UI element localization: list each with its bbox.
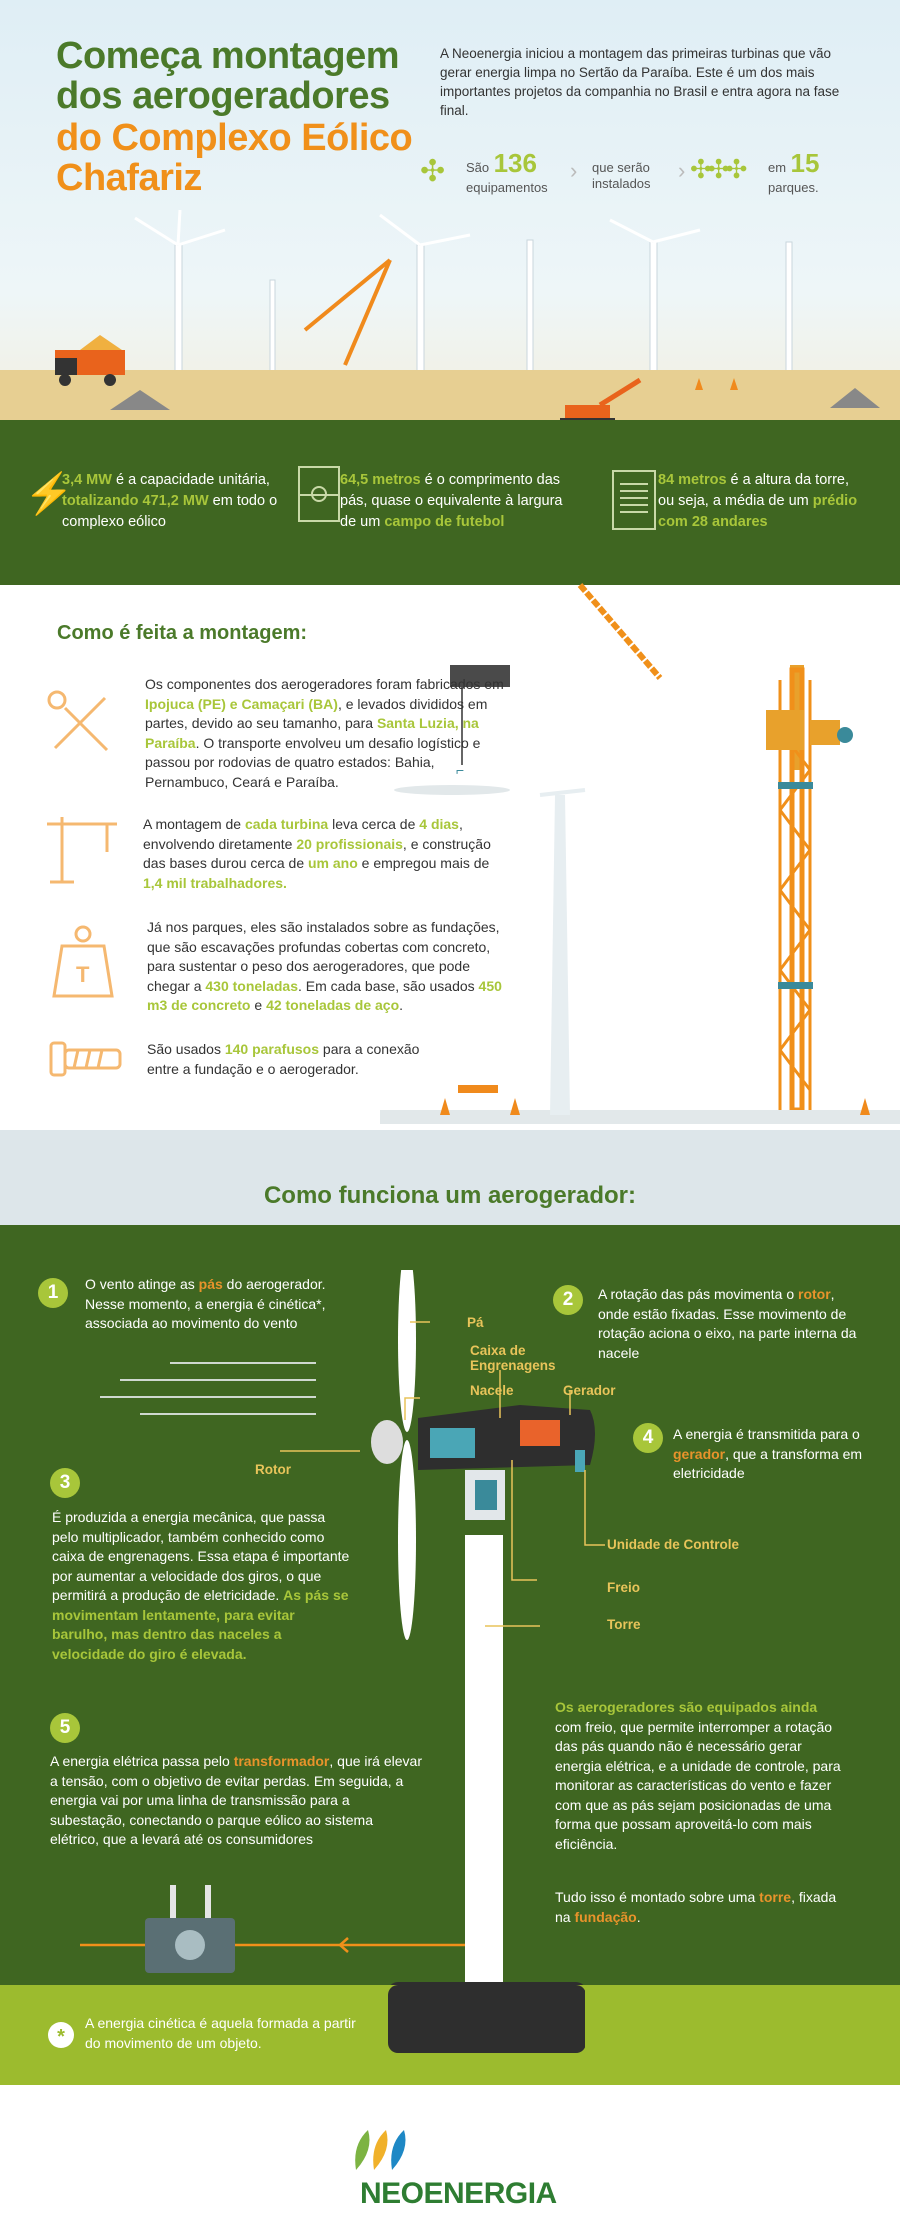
label-tower: Torre [607, 1617, 641, 1632]
footnote-text: A energia cinética é aquela formada a partir do movimento de um objeto. [85, 2015, 356, 2051]
crane-icon [42, 812, 122, 884]
figure-tower-height: 84 metros é a altura da torre, ou seja, a média de um prédio com 28 andares [658, 472, 858, 530]
step3-text: É produzida a energia mecânica, que passa pelo multiplicador, também conhecido como caixa de engrenagens. Essa etapa é importante por aumentar a velocidade dos giros, o que permitirá a produção de eletricidade. As pás se movimentam lentamente, para evitar barulho, mas dentro das naceles a velocidade do giro é elevada. [52, 1509, 350, 1662]
building-icon [612, 470, 656, 530]
label-nacelle: Nacele [470, 1383, 514, 1398]
step-number-2: 2 [553, 1285, 583, 1315]
tower-foundation-text: Tudo isso é montado sobre uma torre, fixada na fundação. [555, 1889, 837, 1925]
step2-text: A rotação das pás movimenta o rotor, onde estão fixadas. Esse movimento de rotação aciona o eixo, na parte interna da nacele [598, 1286, 857, 1361]
neoenergia-logo-text: NEOENERGIA [360, 2177, 557, 2210]
step-number-1: 1 [38, 1278, 68, 1308]
footer-logo-area [0, 2085, 900, 2235]
how-it-works-header [0, 1130, 900, 1225]
foundation-block [375, 1985, 585, 2055]
weight-icon [50, 924, 116, 1000]
stats-row [420, 148, 870, 198]
brake-control-text: Os aerogeradores são equipados ainda com freio, que permite interromper a rotação das pás quando não é necessário gerar energia elétrica, e a unidade de controle, para monitorar as características do vento e fazer com que as pás sejam posicionadas de uma forma que possam aproveitá-lo com mais eficiência. [555, 1699, 841, 1852]
lightning-icon: ⚡ [24, 472, 74, 516]
bolt-icon [48, 1040, 126, 1078]
stat-instalados: que serão instalados [592, 160, 651, 191]
label-generator: Gerador [563, 1383, 616, 1398]
football-field-icon [298, 466, 340, 522]
step-number-5: 5 [50, 1713, 80, 1743]
assembly-transport-text: Os componentes dos aerogeradores foram fabricados em Ipojuca (PE) e Camaçari (BA), e levados divididos em partes, devido ao seu tamanho, para Santa Luzia, na Paraíba. O transporte envolveu um desafio logístico e passou por rodovias de quatro estados: Bahia, Pernambuco, Ceará e Paraíba. [145, 676, 504, 790]
label-gearbox: Caixa de Engrenagens [470, 1343, 556, 1373]
main-title-line2: do Complexo Eólico Chafariz [56, 117, 413, 199]
figure-blade-length: 64,5 metros é o comprimento das pás, quase o equivalente à largura de um campo de futebol [340, 472, 563, 530]
hero-section [0, 0, 900, 420]
neoenergia-logo-icon [348, 2125, 418, 2175]
assembly-bolts-text: São usados 140 parafusos para a conexão entre a fundação e o aerogerador. [147, 1041, 420, 1077]
stat-parques: em 15 parques. [768, 148, 820, 195]
asterisk-icon: * [48, 2022, 74, 2048]
step1-text: O vento atinge as pás do aerogerador. Nesse momento, a energia é cinética*, associada ao movimento do vento [85, 1276, 326, 1331]
how-it-works-title: Como funciona um aerogerador: [263, 1182, 637, 1209]
assembly-duration-text: A montagem de cada turbina leva cerca de 4 dias, envolvendo diretamente 20 profissionais, e construção das bases durou cerca de um ano e empregou mais de 1,4 mil trabalhadores. [143, 816, 491, 891]
step4-text: A energia é transmitida para o gerador, que a transforma em eletricidade [673, 1426, 863, 1481]
chevron-right-icon: › [570, 158, 578, 183]
chevron-right-icon: › [678, 158, 686, 183]
assembly-title: Como é feita a montagem: [57, 622, 308, 644]
step-number-3: 3 [50, 1468, 80, 1498]
svg-text:⌐: ⌐ [456, 762, 465, 778]
label-blade: Pá [467, 1315, 484, 1330]
turbines-group-icon: ✣✣✣ [690, 154, 744, 184]
assembly-foundation-text: Já nos parques, eles são instalados sobre as fundações, que são escavações profundas cobertas com concreto, para sustentar o peso dos aerogeradores, que pode chegar a 430 toneladas. Em cada base, são usados 450 m3 de concreto e 42 toneladas de aço. [147, 919, 502, 1013]
label-rotor: Rotor [255, 1462, 291, 1477]
label-control-unit: Unidade de Controle [607, 1537, 740, 1552]
stat-equipamentos: São 136 equipamentos [466, 148, 548, 195]
main-title-line1: Começa montagem dos aerogeradores [56, 35, 400, 117]
turbine-icon: ✣ [420, 155, 446, 188]
tools-icon [45, 688, 117, 760]
label-brake: Freio [607, 1580, 641, 1595]
step-number-4: 4 [633, 1423, 663, 1453]
svg-text:T: T [76, 962, 90, 987]
hero-landscape-illustration [0, 200, 900, 430]
figure-capacity: 3,4 MW é a capacidade unitária, totalizando 471,2 MW em todo o complexo eólico [62, 472, 278, 530]
intro-paragraph: A Neoenergia iniciou a montagem das primeiras turbinas que vão gerar energia limpa no Sertão da Paraíba. Este é um dos mais importantes projetos da companhia no Brasil e entra agora na fase final. [440, 46, 840, 118]
step5-text: A energia elétrica passa pelo transformador, que irá elevar a tensão, com o objetivo de evitar perdas. Em seguida, a energia vai por uma linha de transmissão para a subestação, conectando o parque eólico ao sistema elétrico, que a levará até os consumidores [50, 1753, 422, 1847]
